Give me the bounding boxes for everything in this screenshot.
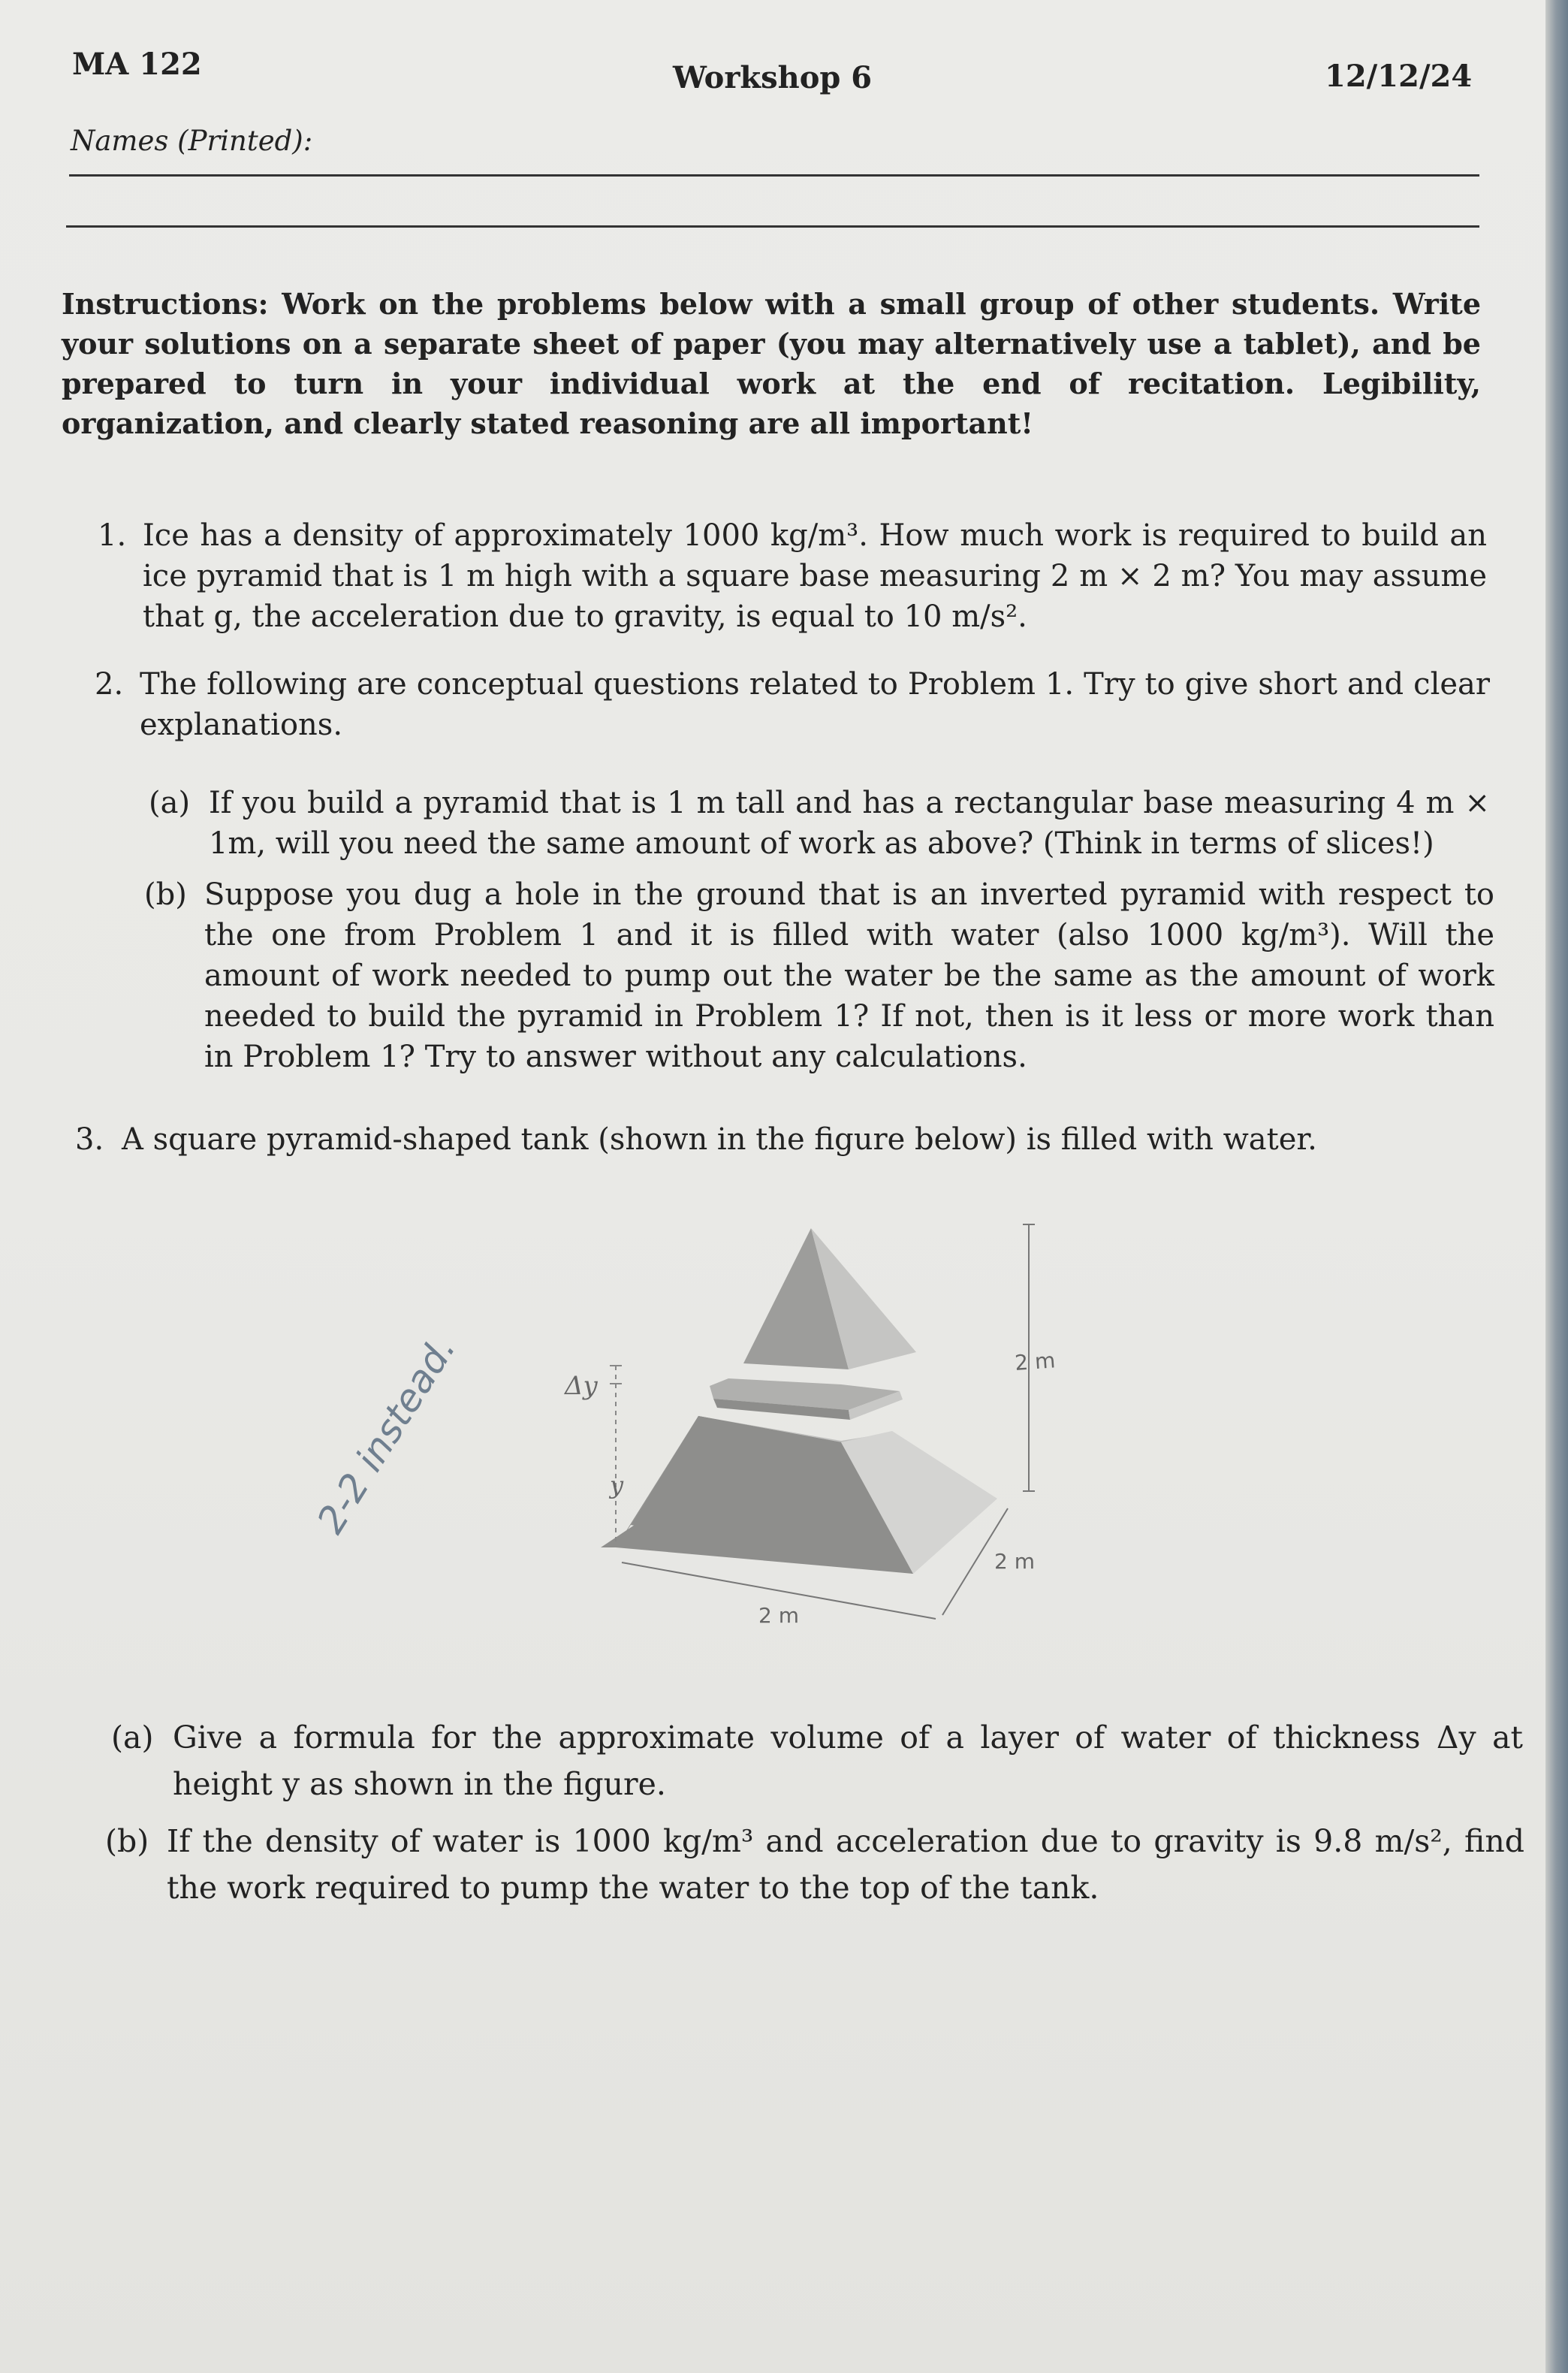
instructions-label: Instructions: xyxy=(62,287,269,321)
problem-2 xyxy=(95,664,1490,754)
problem-3b xyxy=(105,1818,1524,1908)
problem-3b-text: If the density of water is 1000 kg/m³ and acceleration due to gravity is 9.8 m/s², find the work required to pump the water to the top of the tank. xyxy=(167,1823,1524,1906)
pyramid-tank-figure xyxy=(285,1194,1096,1675)
worksheet-title: Workshop 6 xyxy=(673,60,873,95)
problem-2b-text: Suppose you dug a hole in the ground that is an inverted pyramid with respect to the one from Problem 1 and it is filled with water (also 1000 kg/m³). Will the amount of work needed to pump out the water be the same as the amount of work needed to build the pyramid in Problem 1? If not, then is it less or more work than in Problem 1? Try to answer without any calculations. xyxy=(204,877,1494,1074)
problem-3a xyxy=(111,1714,1523,1804)
depth-label: 2 m xyxy=(994,1549,1035,1574)
problem-2b-label: (b) xyxy=(144,877,187,912)
problem-2-number: 2. xyxy=(95,667,124,702)
names-line-1 xyxy=(69,174,1479,177)
page-edge-shadow xyxy=(1545,0,1568,2373)
problem-2-text: The following are conceptual questions related to Problem 1. Try to give short and clear explanations. xyxy=(140,667,1490,742)
handwritten-note: 2-2 instead. xyxy=(308,1328,465,1541)
names-line-2 xyxy=(66,225,1479,228)
y-label: y xyxy=(610,1471,624,1499)
names-label: Names (Printed): xyxy=(71,125,313,157)
problem-1 xyxy=(98,515,1487,643)
worksheet-date: 12/12/24 xyxy=(1325,59,1473,94)
problem-3-text: A square pyramid-shaped tank (shown in the figure below) is filled with water. xyxy=(122,1122,1317,1157)
problem-2a xyxy=(149,783,1490,873)
problem-3b-label: (b) xyxy=(105,1823,149,1859)
problem-1-number: 1. xyxy=(98,518,127,553)
problem-1-text: Ice has a density of approximately 1000 kg/m³. How much work is required to build an ice pyramid that is 1 m high with a square base measuring 2 m × 2 m? You may assume that g, the acceleration due to gravity, is equal to 10 m/s². xyxy=(143,518,1487,634)
dy-label: Δy xyxy=(565,1371,598,1401)
height-label: 2 m xyxy=(1014,1348,1057,1375)
problem-2a-text: If you build a pyramid that is 1 m tall and has a rectangular base measuring 4 m × 1m, will you need the same amount of work as above? (Think in terms of slices!) xyxy=(209,786,1490,861)
problem-2a-label: (a) xyxy=(149,786,191,820)
problem-3-number: 3. xyxy=(75,1122,104,1157)
problem-2b xyxy=(144,874,1494,1085)
problem-3 xyxy=(75,1119,1487,1164)
problem-3a-label: (a) xyxy=(111,1719,154,1756)
instructions-text: Work on the problems below with a small group of other students. Write your solutions on a separate sheet of paper (you may alternatively use a tablet), and be prepared to turn in your individual work at the end of recitation. Legibility, organization, and clearly stated reasoning are all important! xyxy=(62,287,1481,440)
course-code: MA 122 xyxy=(72,47,202,82)
instructions-block xyxy=(62,284,1481,443)
width-label: 2 m xyxy=(758,1603,799,1628)
problem-3a-text: Give a formula for the approximate volume of a layer of water of thickness Δy at height y as shown in the figure. xyxy=(173,1719,1523,1802)
